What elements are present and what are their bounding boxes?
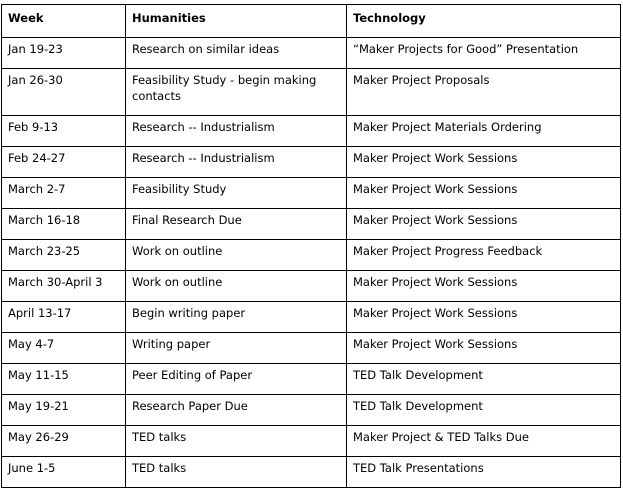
week-cell: Jan 19-23 bbox=[2, 38, 126, 69]
schedule-table bbox=[1, 4, 621, 488]
header-row bbox=[2, 5, 621, 38]
humanities-cell: Begin writing paper bbox=[126, 302, 347, 333]
technology-cell: Maker Project Work Sessions bbox=[347, 209, 621, 240]
humanities-column-header: Humanities bbox=[126, 5, 347, 38]
week-cell: Feb 9-13 bbox=[2, 116, 126, 147]
week-cell: Jan 26-30 bbox=[2, 69, 126, 116]
week-cell: Feb 24-27 bbox=[2, 147, 126, 178]
technology-column-header: Technology bbox=[347, 5, 621, 38]
technology-cell: Maker Project Proposals bbox=[347, 69, 621, 116]
table-row bbox=[2, 426, 621, 457]
humanities-cell: Final Research Due bbox=[126, 209, 347, 240]
week-cell: May 4-7 bbox=[2, 333, 126, 364]
week-cell: March 30-April 3 bbox=[2, 271, 126, 302]
humanities-cell: TED talks bbox=[126, 426, 347, 457]
technology-cell: Maker Project Work Sessions bbox=[347, 302, 621, 333]
humanities-cell: Research -- Industrialism bbox=[126, 116, 347, 147]
week-cell: March 16-18 bbox=[2, 209, 126, 240]
humanities-cell: Research Paper Due bbox=[126, 395, 347, 426]
technology-cell: TED Talk Development bbox=[347, 364, 621, 395]
technology-cell: Maker Project Work Sessions bbox=[347, 271, 621, 302]
week-cell: March 23-25 bbox=[2, 240, 126, 271]
table-row bbox=[2, 395, 621, 426]
table-row bbox=[2, 457, 621, 488]
week-cell: June 1-5 bbox=[2, 457, 126, 488]
table-row bbox=[2, 38, 621, 69]
week-cell: May 26-29 bbox=[2, 426, 126, 457]
humanities-cell: Feasibility Study - begin making contacts bbox=[126, 69, 347, 116]
table-body bbox=[2, 38, 621, 488]
table-row bbox=[2, 147, 621, 178]
table-row bbox=[2, 240, 621, 271]
week-cell: April 13-17 bbox=[2, 302, 126, 333]
table-row bbox=[2, 69, 621, 116]
humanities-cell: Peer Editing of Paper bbox=[126, 364, 347, 395]
table-row bbox=[2, 302, 621, 333]
table-row bbox=[2, 116, 621, 147]
table-header bbox=[2, 5, 621, 38]
week-cell: May 11-15 bbox=[2, 364, 126, 395]
table-row bbox=[2, 178, 621, 209]
technology-cell: Maker Project & TED Talks Due bbox=[347, 426, 621, 457]
week-column-header: Week bbox=[2, 5, 126, 38]
humanities-cell: Work on outline bbox=[126, 271, 347, 302]
table-row bbox=[2, 364, 621, 395]
table-row bbox=[2, 271, 621, 302]
humanities-cell: Research -- Industrialism bbox=[126, 147, 347, 178]
table-row bbox=[2, 333, 621, 364]
humanities-cell: Research on similar ideas bbox=[126, 38, 347, 69]
table-row bbox=[2, 209, 621, 240]
technology-cell: Maker Project Materials Ordering bbox=[347, 116, 621, 147]
technology-cell: Maker Project Work Sessions bbox=[347, 333, 621, 364]
technology-cell: Maker Project Work Sessions bbox=[347, 147, 621, 178]
technology-cell: Maker Project Progress Feedback bbox=[347, 240, 621, 271]
week-cell: March 2-7 bbox=[2, 178, 126, 209]
technology-cell: TED Talk Development bbox=[347, 395, 621, 426]
humanities-cell: Feasibility Study bbox=[126, 178, 347, 209]
technology-cell: Maker Project Work Sessions bbox=[347, 178, 621, 209]
week-cell: May 19-21 bbox=[2, 395, 126, 426]
humanities-cell: TED talks bbox=[126, 457, 347, 488]
humanities-cell: Work on outline bbox=[126, 240, 347, 271]
technology-cell: TED Talk Presentations bbox=[347, 457, 621, 488]
humanities-cell: Writing paper bbox=[126, 333, 347, 364]
technology-cell: “Maker Projects for Good” Presentation bbox=[347, 38, 621, 69]
